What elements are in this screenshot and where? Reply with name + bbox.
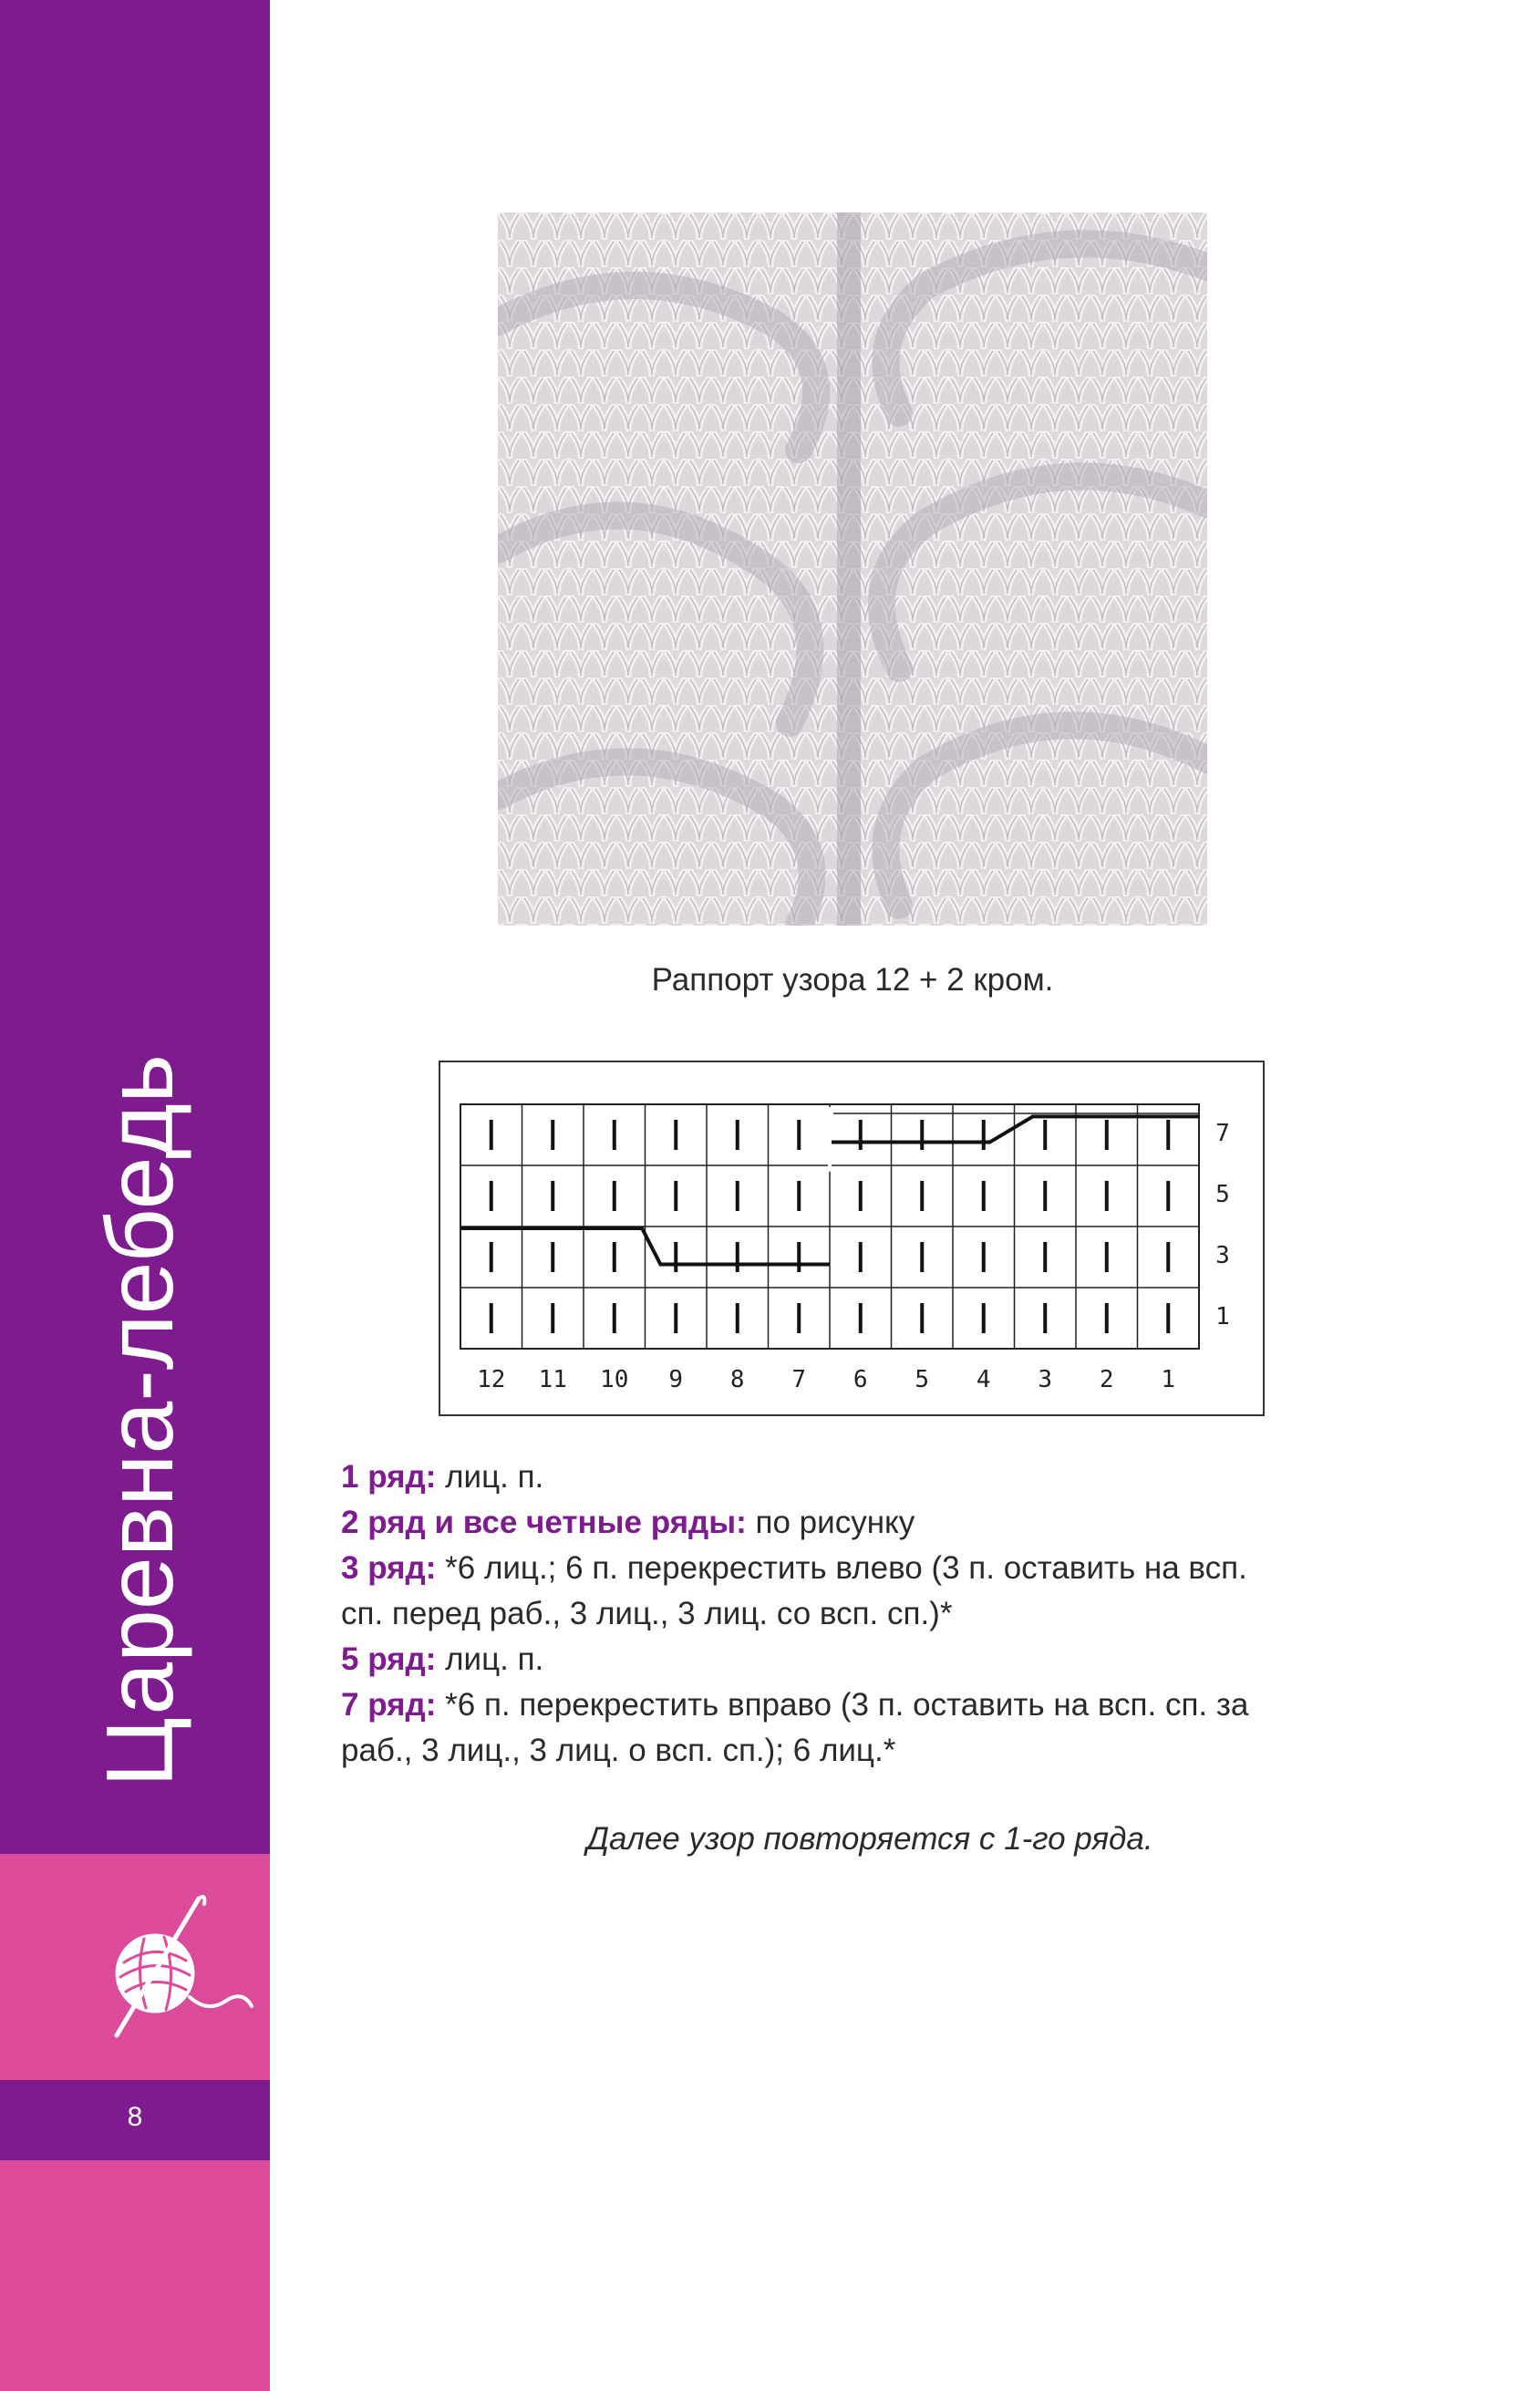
sidebar [0,0,270,2391]
instruction-text: лиц. п. [436,1459,544,1495]
row-instructions [341,1454,1399,1774]
pattern-repeat-caption: Раппорт узора 12 + 2 кром. [651,962,1054,998]
chart-row-label: 1 [1215,1303,1230,1331]
chart-grid-svg [440,1062,1263,1414]
instruction-label: 5 ряд: [341,1641,437,1677]
instruction-text: по рисунку [746,1505,915,1540]
instruction-row-7-cont: раб., 3 лиц., 3 лиц. о всп. сп.); 6 лиц.* [341,1733,896,1768]
instruction-row-7 [341,1682,1399,1728]
yarn-ball-crochet-hook-icon [98,1889,255,2043]
pattern-title: Царевна-лебедь [88,1053,193,1787]
instruction-row-1 [341,1454,1399,1500]
chart-column-label: 6 [853,1366,868,1393]
chart-row-label: 7 [1215,1120,1230,1148]
instruction-label: 1 ряд: [341,1459,437,1495]
chart-column-label: 3 [1038,1366,1053,1393]
chart-column-label: 2 [1099,1366,1114,1393]
knitting-chart [439,1061,1265,1416]
chart-column-label: 11 [538,1366,567,1393]
knitted-cable-sample-photo [498,212,1207,926]
chart-column-label: 12 [477,1366,506,1393]
chart-row-label: 5 [1215,1181,1230,1209]
instruction-row-5 [341,1637,1399,1682]
instruction-label: 7 ряд: [341,1687,437,1723]
chart-column-label: 1 [1161,1366,1176,1393]
instruction-label: 3 ряд: [341,1550,437,1586]
chart-column-label: 4 [976,1366,991,1393]
sidebar-bottom-band [0,2160,270,2391]
instruction-row-2 [341,1500,1399,1546]
chart-row-label: 3 [1215,1242,1230,1270]
instruction-row-3-cont: сп. перед раб., 3 лиц., 3 лиц. со всп. сп.)* [341,1596,953,1631]
chart-column-label: 9 [668,1366,684,1393]
chart-column-label: 5 [915,1366,930,1393]
instruction-text: лиц. п. [436,1641,544,1677]
chart-column-label: 10 [600,1366,629,1393]
instruction-label: 2 ряд и все четные ряды: [341,1505,747,1540]
instruction-text: *6 п. перекрестить вправо (3 п. оставить на всп. сп. за [436,1687,1249,1723]
chart-column-label: 8 [729,1366,745,1393]
chart-column-label: 7 [791,1366,807,1393]
repeat-note: Далее узор повторяется с 1-го ряда. [586,1821,1153,1857]
instruction-text: *6 лиц.; 6 п. перекрестить влево (3 п. оставить на всп. [436,1550,1247,1586]
page-number: 8 [127,2102,143,2132]
instruction-row-3 [341,1546,1399,1591]
